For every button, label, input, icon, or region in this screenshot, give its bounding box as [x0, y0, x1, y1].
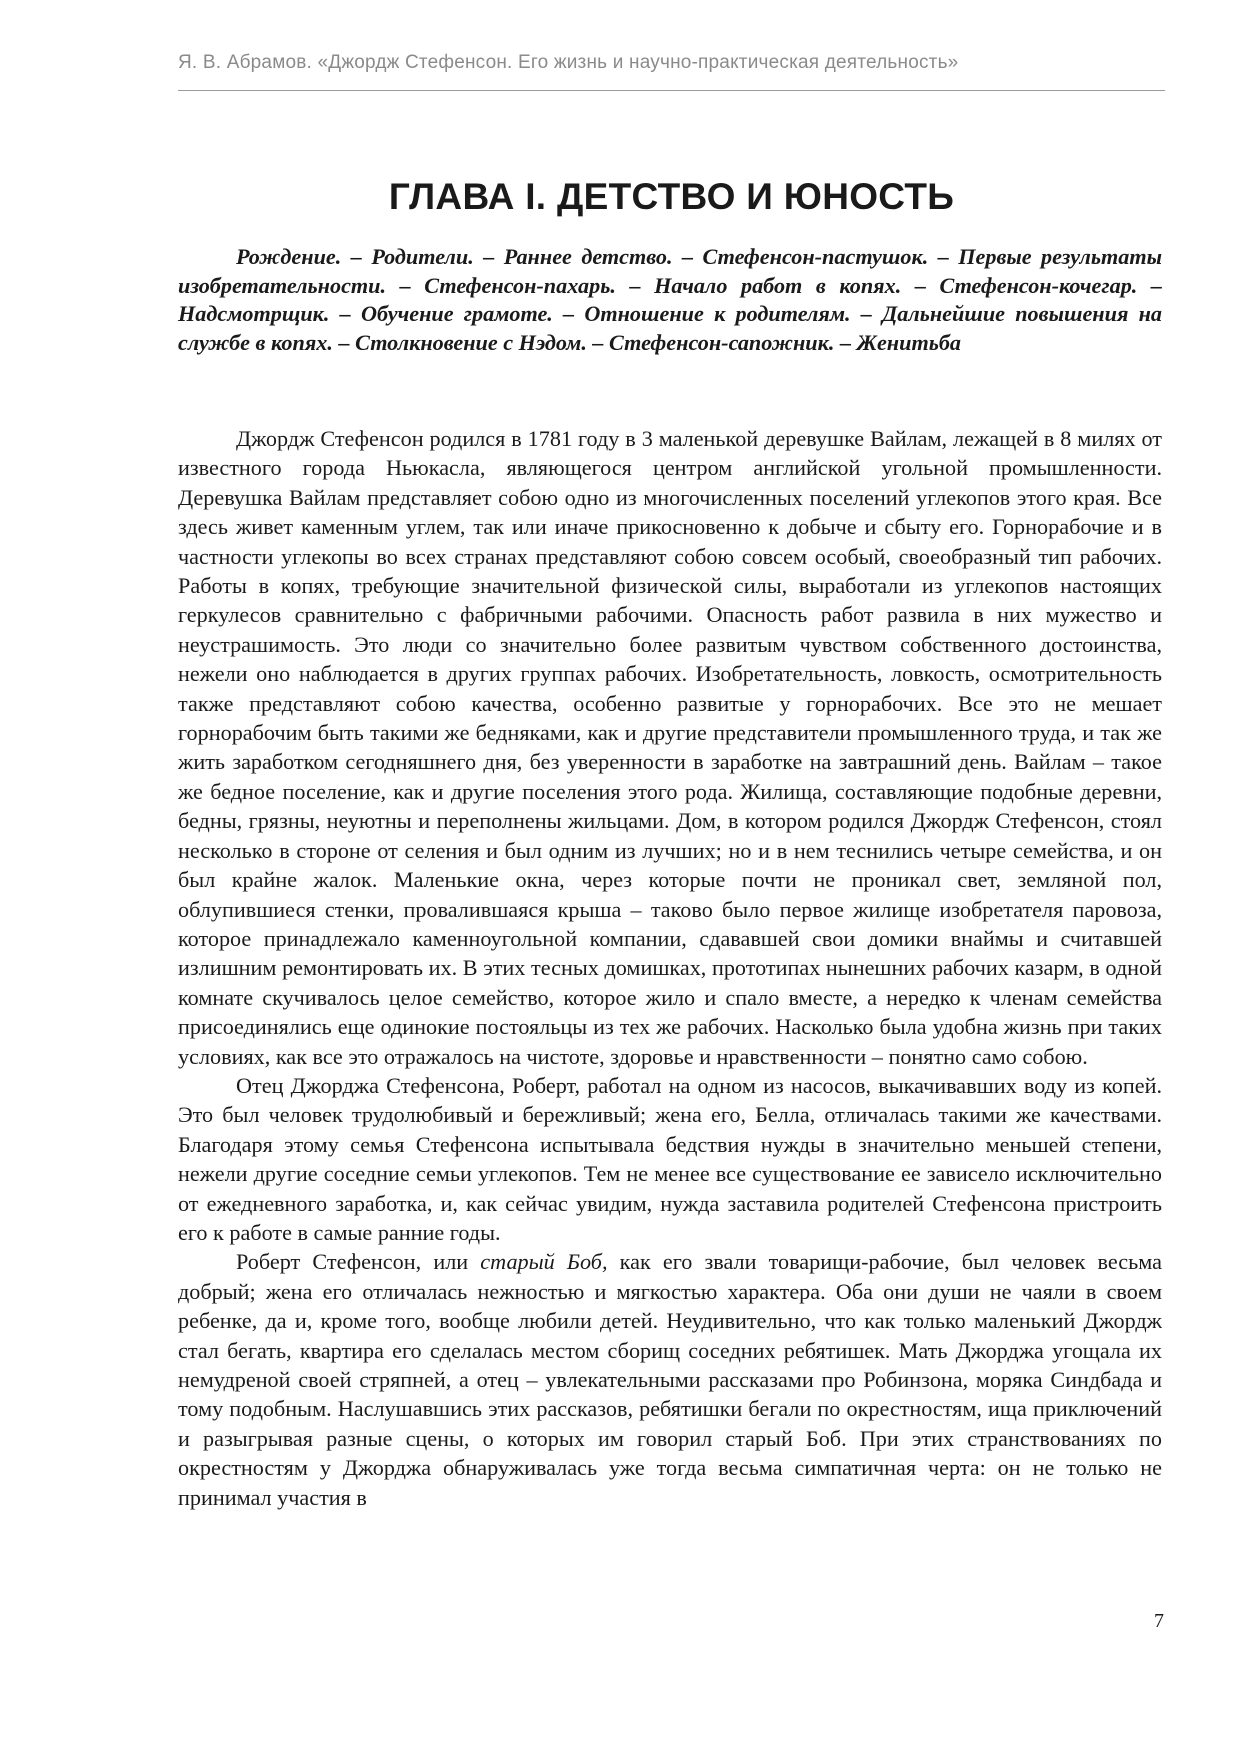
- chapter-title: ГЛАВА I. ДЕТСТВО И ЮНОСТЬ: [388, 176, 955, 217]
- paragraph: Отец Джорджа Стефенсона, Роберт, работал на одном из насосов, выкачивавших воду из копей. Это был человек трудолюбивый и бережливый; жена его, Белла, отличалась такими же качествами. Благодаря этому семья Стефенсона испытывала бедствия нужды в значительно меньшей степени, нежели другие соседние семьи углекопов. Тем не менее все существование ее зависело исключительно от ежедневного заработка, и, как сейчас увидим, нужда заставила родителей Стефенсона пристроить его к работе в самые ранние годы.: [178, 1072, 1162, 1245]
- header-divider: [178, 90, 1165, 91]
- emphasis-text: старый Боб,: [480, 1249, 608, 1275]
- page-number: 7: [1154, 1610, 1164, 1632]
- paragraph: Джордж Стефенсон родился в 1781 году в 3 маленькой деревушке Вайлам, лежащей в 8 милях от известного города Ньюкасла, являющегося центром английской угольной промышленности. Деревушка Вайлам представляет собою одно из многочисленных поселений углекопов этого края. Все здесь живет каменным углем, так или иначе прикосновенно к добыче и сбыту его. Горнорабочие и в частности углекопы во всех странах представляют собою совсем особый, своеобразный тип рабочих. Работы в копях, требующие значительной физической силы, выработали из углекопов настоящих геркулесов сравнительно с фабричными рабочими. Опасность работ развила в них мужество и неустрашимость. Это люди со значительно более развитым чувством собственного достоинства, нежели оно наблюдается в других группах рабочих. Изобретательность, ловкость, осмотрительность также представляют собою качества, особенно развитые у горнорабочих. Все это не мешает горнорабочим быть такими же бедняками, как и другие представители промышленного труда, и так же жить заработком сегодняшнего дня, без уверенности в заработке на завтрашний день. Вайлам – такое же бедное поселение, как и другие поселения этого рода. Жилища, составляющие подобные деревни, бедны, грязны, неуютны и переполнены жильцами. Дом, в котором родился Джордж Стефенсон, стоял несколько в стороне от селения и был одним из лучших; но и в нем теснились четыре семейства, и он был крайне жалок. Маленькие окна, через которые почти не проникал свет, земляной пол, облупившиеся стенки, провалившаяся крыша – таково было первое жилище изобретателя паровоза, которое принадлежало каменноугольной компании, сдававшей свои домики внаймы и считавшей излишним ремонтировать их. В этих тесных домишках, прототипах нынешних рабочих казарм, в одной комнате скучивалось целое семейство, которое жило и спало вместе, а нередко к членам семейства присоединялись еще одинокие постояльцы из тех же рабочих. Насколько была удобна жизнь при таких условиях, как все это отражалось на чистоте, здоровье и нравственности – понятно само собою.: [178, 426, 1162, 1069]
- paragraph-text: как его звали товарищи-рабочие, был человек весьма добрый; жена его отличалась нежностью и мягкостью характера. Оба они души не чаяли в своем ребенке, да и, кроме того, вообще любили детей. Неудивительно, что как только маленький Джордж стал бегать, квартира его сделалась местом сборищ соседних ребятишек. Мать Джорджа угощала их немудреной своей стряпней, а отец – увлекательными рассказами про Робинзона, моряка Синдбада и тому подобным. Наслушавшись этих рассказов, ребятишки бегали по окрестностям, ища приключений и разыгрывая разные сцены, о которых им говорил старый Боб. При этих странствованиях по окрестностям у Джорджа обнаруживалась уже тогда весьма симпатичная черта: он не только не принимал участия в: [178, 1249, 1162, 1510]
- body-text: [178, 424, 1162, 1512]
- chapter-summary: Рождение. – Родители. – Раннее детство. – Стефенсон-пастушок. – Первые результаты изобретательности. – Стефенсон-пахарь. – Начало работ в копях. – Стефенсон-кочегар. – Надсмотрщик. – Обучение грамоте. – Отношение к родителям. – Дальнейшие повышения на службе в копях. – Столкновение с Нэдом. – Стефенсон-сапожник. – Женитьба: [178, 244, 1162, 355]
- paragraph: [178, 1247, 1162, 1512]
- running-header: Я. В. Абрамов. «Джордж Стефенсон. Его жизнь и научно-практическая деятельность»: [178, 52, 959, 73]
- paragraph-text: Роберт Стефенсон, или: [236, 1249, 481, 1275]
